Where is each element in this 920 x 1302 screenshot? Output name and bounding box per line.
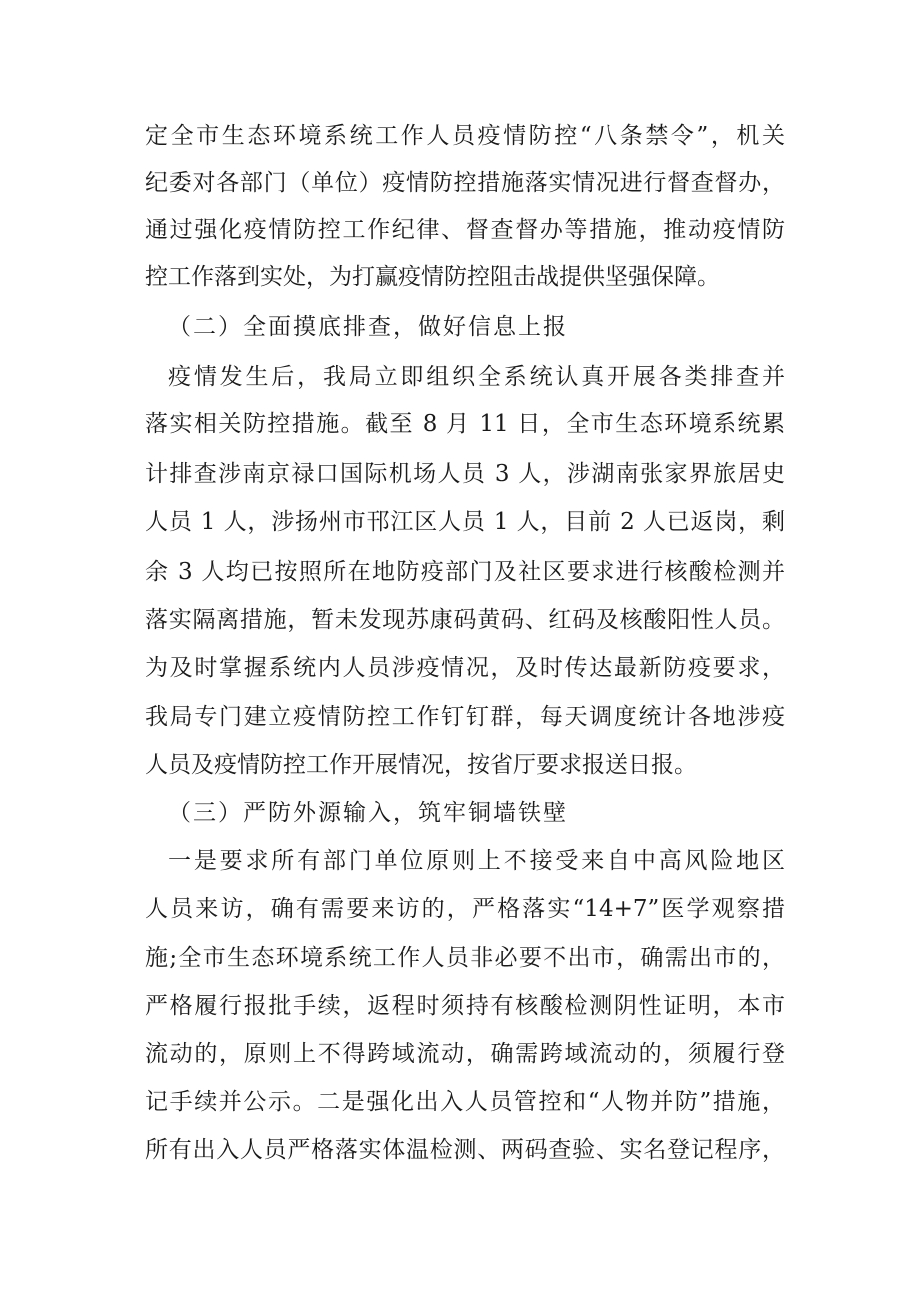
section-heading-2: （二）全面摸底排查，做好信息上报: [168, 314, 568, 340]
paragraph-3-line-5: 流动的，原则上不得跨域流动，确需跨域流动的，须履行登: [145, 1041, 785, 1067]
paragraph-2-line-9: 人员及疫情防控工作开展情况，按省厅要求报送日报。: [145, 752, 697, 778]
paragraph-3-line-2: 人员来访，确有需要来访的，严格落实“14+7”医学观察措: [145, 896, 785, 922]
paragraph-2-line-6: 落实隔离措施，暂未发现苏康码黄码、红码及核酸阳性人员。: [145, 607, 785, 633]
paragraph-2-line-7: 为及时掌握系统内人员涉疫情况，及时传达最新防疫要求，: [145, 655, 785, 681]
paragraph-1-line-4: 控工作落到实处，为打赢疫情防控阻击战提供坚强保障。: [145, 264, 720, 290]
paragraph-3-line-4: 严格履行报批手续，返程时须持有核酸检测阴性证明，本市: [145, 993, 785, 1019]
paragraph-1-line-3: 通过强化疫情防控工作纪律、督查督办等措施，推动疫情防: [145, 217, 785, 243]
paragraph-3-line-3: 施;全市生态环境系统工作人员非必要不出市，确需出市的，: [145, 945, 785, 971]
paragraph-2-line-4: 人员 1 人，涉扬州市邗江区人员 1 人，目前 2 人已返岗，剩: [145, 509, 785, 535]
paragraph-3-line-6: 记手续并公示。二是强化出入人员管控和“人物并防”措施，: [145, 1089, 785, 1115]
section-heading-3: （三）严防外源输入，筑牢铜墙铁壁: [168, 800, 568, 826]
paragraph-2-line-2: 落实相关防控措施。截至 8 月 11 日，全市生态环境系统累: [145, 411, 785, 437]
paragraph-2-line-8: 我局专门建立疫情防控工作钉钉群，每天调度统计各地涉疫: [145, 704, 785, 730]
paragraph-2-line-1: 疫情发生后，我局立即组织全系统认真开展各类排查并: [168, 364, 785, 390]
paragraph-3-line-1: 一是要求所有部门单位原则上不接受来自中高风险地区: [168, 848, 785, 874]
paragraph-1-line-2: 纪委对各部门（单位）疫情防控措施落实情况进行督查督办，: [145, 170, 785, 196]
paragraph-3-line-7: 所有出入人员严格落实体温检测、两码查验、实名登记程序，: [145, 1137, 785, 1163]
paragraph-1-line-1: 定全市生态环境系统工作人员疫情防控“八条禁令”，机关: [145, 123, 785, 149]
paragraph-2-line-3: 计排查涉南京禄口国际机场人员 3 人，涉湖南张家界旅居史: [145, 461, 785, 487]
paragraph-2-line-5: 余 3 人均已按照所在地防疫部门及社区要求进行核酸检测并: [145, 559, 785, 585]
